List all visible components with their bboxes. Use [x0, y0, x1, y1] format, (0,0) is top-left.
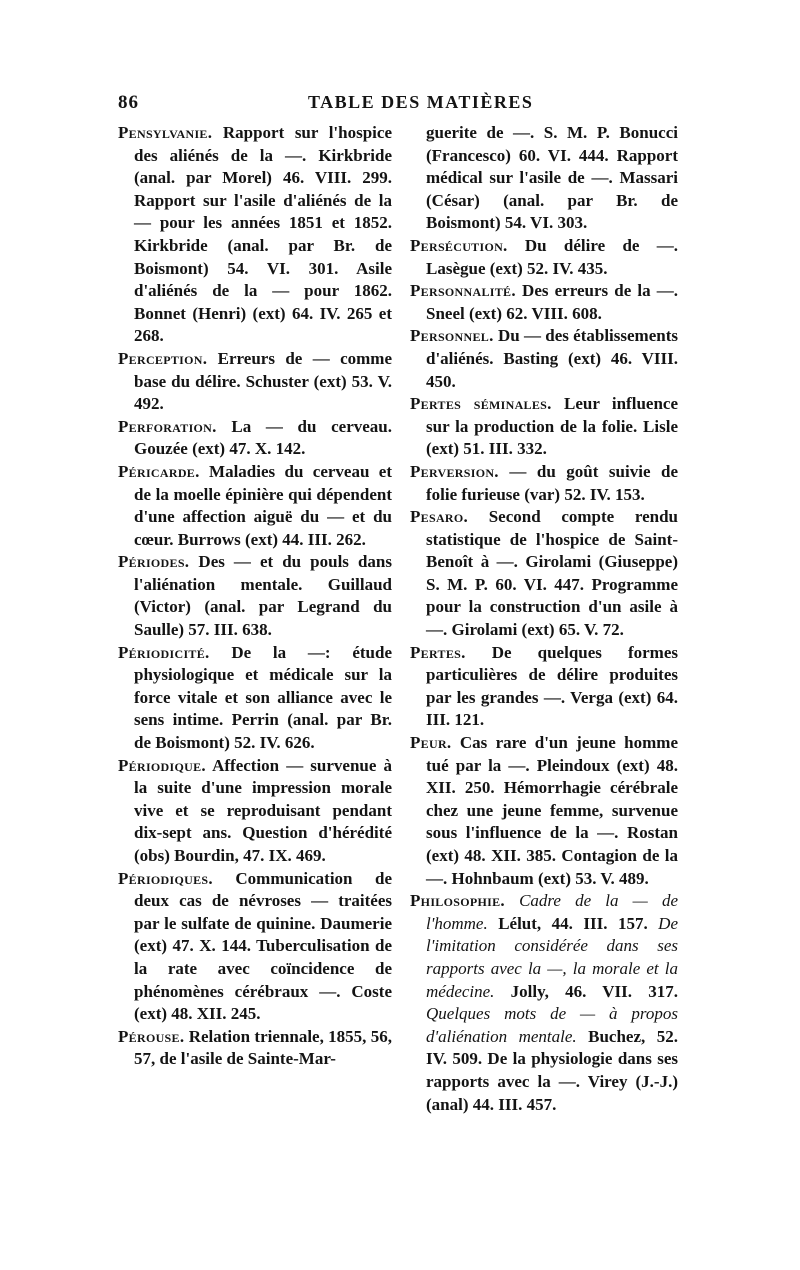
entry-text: Buchez, 52. IV. 509. De la physiologie dans ses rapports avec la —. Virey (J.-J.) (anal) 44. III. 457. [426, 1026, 679, 1114]
index-entry [118, 551, 392, 641]
entry-text: Communication de deux cas de névroses — traitées par le sulfate de quinine. Daumerie (ext) 47. X. 144. Tuberculisation de la rate avec coïncidence de phénomènes cérébraux —. Coste (ext) 48. XII. 245. [134, 868, 392, 1024]
entry-text: Erreurs de — comme base du délire. Schuster (ext) 53. V. 492. [134, 348, 392, 414]
index-entry [410, 461, 678, 506]
index-entry [410, 506, 678, 642]
entry-term: Personnalité. [410, 281, 516, 301]
index-entry [118, 642, 392, 755]
entry-term: Personnel. [410, 326, 494, 346]
entry-term: Pertes séminales. [410, 394, 552, 414]
index-entry [410, 280, 678, 325]
entry-text: Maladies du cerveau et de la moelle épinière qui dépendent d'une affection aiguë du — et du cœur. Burrows (ext) 44. III. 262. [134, 461, 392, 549]
index-entry [410, 325, 678, 393]
entry-term: Périodique. [118, 755, 206, 775]
page-header [118, 92, 678, 120]
entry-text: Des erreurs de la —. Sneel (ext) 62. VIII. 608. [426, 281, 678, 323]
entry-term: Périodiques. [118, 868, 213, 888]
page-number: 86 [118, 92, 139, 113]
index-entry [410, 642, 678, 732]
entry-term: Peur. [410, 733, 452, 753]
entry-text: Cas rare d'un jeune homme tué par la —. Pleindoux (ext) 48. XII. 250. Hémorrhagie cérébrale chez une jeune femme, survenue sous l'influence de la —. Rostan (ext) 48. XII. 385. Contagion de la —. Hohnbaum (ext) 53. V. 489. [426, 733, 678, 888]
entry-text: Relation triennale, 1855, 56, 57, de l'asile de Sainte-Mar- [134, 1026, 392, 1069]
index-entry [118, 1026, 392, 1071]
entry-text: Jolly, 46. VII. 317. [494, 981, 678, 1001]
entry-text: Leur influence sur la production de la folie. Lisle (ext) 51. III. 332. [426, 394, 678, 459]
index-entry-continued [410, 122, 678, 235]
entry-text: guerite de —. S. M. P. Bonucci (Francesco) 60. VI. 444. Rapport médical sur l'asile de —. Massari (César) (anal. par Br. de Boismont) 54. VI. 303. [426, 123, 678, 233]
index-entry-philosophie [410, 890, 678, 1116]
running-title: TABLE DES MATIÈRES [308, 92, 534, 112]
entry-text: De quelques formes particulières de délire produites par les grandes —. Verga (ext) 64. III. 121. [426, 642, 678, 730]
entry-term: Périodes. [118, 552, 190, 572]
index-entry [118, 755, 392, 868]
entry-term: Philosophie. [410, 891, 505, 911]
left-column [118, 122, 392, 1071]
entry-text: Affection — survenue à la suite d'une impression morale vive et se reproduisant pendant dix-sept ans. Question d'hérédité (obs) Bourdin, 47. IX. 469. [134, 755, 392, 865]
right-column [410, 122, 678, 1116]
entry-term: Perforation. [118, 416, 217, 436]
entry-text: Lélut, 44. III. 157. [487, 913, 648, 933]
index-entry [118, 122, 392, 348]
index-entry [118, 416, 392, 461]
entry-text: De la —: étude physiologique et médicale sur la force vitale et son alliance avec le sens intime. Perrin (anal. par Br. de Boismont) 52. IV. 626. [134, 642, 392, 753]
entry-title-italic: Quelques mots de — à propos d'aliénation mentale. [426, 1004, 678, 1046]
entry-title-italic: De l'imitation considérée dans ses rapports avec la —, la morale et la médecine. [426, 913, 679, 1001]
index-entry [410, 732, 678, 890]
index-entry [118, 348, 392, 416]
entry-term: Pensylvanie. [118, 123, 213, 142]
entry-text: Second compte rendu statistique de l'hospice de Saint-Benoît à —. Girolami (Giuseppe) S. M. P. 60. VI. 447. Programme pour la construction d'un asile à —. Girolami (ext) 65. V. 72. [426, 507, 678, 640]
entry-text: — du goût suivie de folie furieuse (var) 52. IV. 153. [426, 461, 678, 504]
entry-text: Des — et du pouls dans l'aliénation mentale. Guillaud (Victor) (anal. par Legrand du Saulle) 57. III. 638. [134, 552, 392, 640]
entry-term: Pérouse. [118, 1026, 185, 1046]
index-entry [410, 393, 678, 461]
entry-term: Perception. [118, 348, 208, 368]
entry-term: Pesaro. [410, 507, 469, 527]
index-entry [410, 235, 678, 280]
entry-text: Du — des établissements d'aliénés. Basting (ext) 46. VIII. 450. [426, 326, 678, 391]
entry-title-italic: Cadre de la — de l'homme. [426, 891, 678, 933]
entry-text: Du délire de —. Lasègue (ext) 52. IV. 435. [426, 235, 678, 278]
index-entry [118, 868, 392, 1026]
entry-term: Péricarde. [118, 461, 200, 481]
entry-term: Périodicité. [118, 642, 210, 662]
entry-term: Pertes. [410, 642, 466, 662]
entry-text: La — du cerveau. Gouzée (ext) 47. X. 142. [134, 416, 392, 459]
entry-term: Persécution. [410, 235, 508, 255]
entry-text: Rapport sur l'hospice des aliénés de la —. Kirkbride (anal. par Morel) 46. VIII. 299. Rapport sur l'asile d'aliénés de la — pour les années 1851 et 1852. Kirkbride (anal. par Br. de Boismont) 54. VI. 301. Asile d'aliénés de la — pour 1862. Bonnet (Henri) (ext) 64. IV. 265 et 268. [134, 123, 392, 346]
entry-term: Perversion. [410, 461, 499, 481]
index-entry [118, 461, 392, 551]
